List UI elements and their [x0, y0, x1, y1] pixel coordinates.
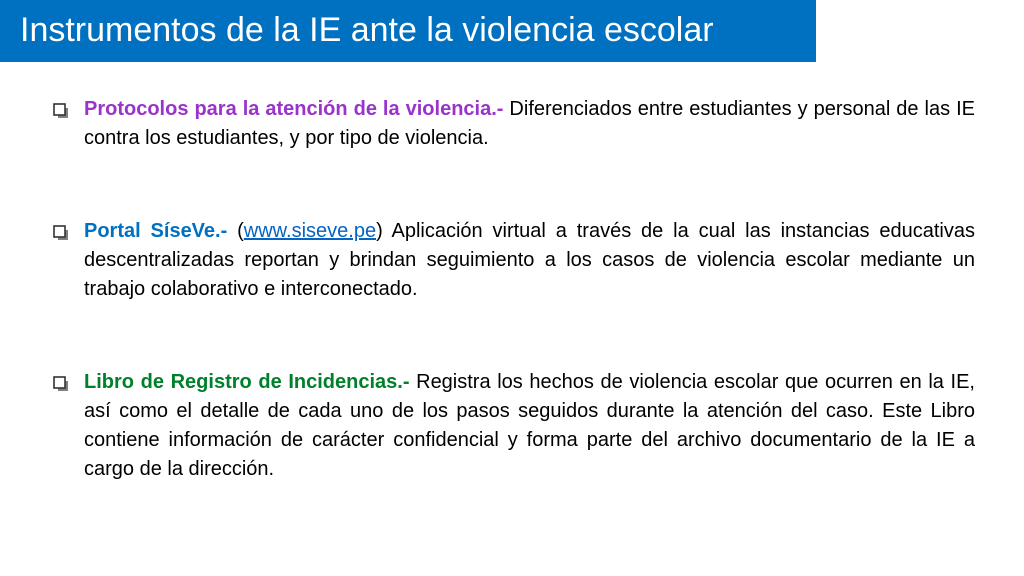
paren-open: (	[227, 220, 244, 242]
title-bar	[0, 0, 816, 62]
slide-title: Instrumentos de la IE ante la violencia escolar	[20, 11, 714, 49]
term-libro-registro: Libro de Registro de Incidencias.-	[84, 371, 410, 393]
bullet-text	[84, 95, 975, 153]
siseve-link[interactable]: www.siseve.pe	[243, 220, 377, 242]
list-item-portal-siseve	[52, 217, 975, 304]
bullet-text	[84, 368, 975, 484]
term-portal-siseve: Portal SíseVe.-	[84, 220, 228, 242]
list-item-libro-registro	[52, 368, 975, 484]
term-protocolos: Protocolos para la atención de la violencia.-	[84, 98, 504, 120]
hollow-square-bullet-icon	[52, 217, 84, 246]
list-item-protocolos	[52, 95, 975, 153]
hollow-square-bullet-icon	[52, 368, 84, 397]
hollow-square-bullet-icon	[52, 95, 84, 124]
description-libro-registro: Registra los hechos de violencia escolar que ocurren en la IE, así como el detalle de cada uno de los pasos seguidos durante la atención del caso. Este Libro contiene información de carácter confidencial y forma parte del archivo documentario de la IE a cargo de la dirección.	[84, 371, 975, 480]
description-protocolos: Diferenciados entre estudiantes y personal de las IE contra los estudiantes, y por tipo de violencia.	[84, 98, 976, 149]
bullet-text	[84, 217, 975, 304]
description-portal-siseve: ) Aplicación virtual a través de la cual las instancias educativas descentralizadas reportan y brindan seguimiento a los casos de violencia escolar mediante un trabajo colaborativo e interconectado.	[84, 220, 975, 300]
